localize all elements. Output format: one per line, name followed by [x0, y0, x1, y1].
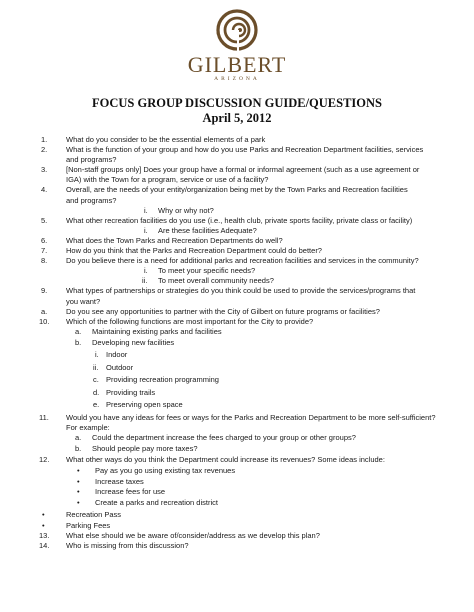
- org-state: ARIZONA: [214, 76, 260, 82]
- list-marker: •: [42, 509, 45, 519]
- list-text: Increase taxes: [95, 476, 144, 486]
- list-item: [0, 145, 474, 155]
- list-marker: 11.: [39, 412, 49, 422]
- list-text: Which of the following functions are most important for the City to provide?: [66, 316, 314, 326]
- list-marker: ii.: [93, 362, 99, 372]
- list-marker: 1.: [41, 135, 48, 144]
- list-item: [0, 455, 474, 466]
- list-text: you want?: [66, 296, 101, 306]
- list-item: [0, 297, 474, 307]
- list-marker: a.: [75, 433, 82, 443]
- list-item: [0, 226, 474, 236]
- list-text: Would you have any ideas for fees or ways for the Parks and Recreation Department to be more self-sufficient?: [66, 412, 436, 422]
- list-item: [0, 388, 474, 401]
- list-text: Indoor: [106, 350, 128, 360]
- list-item: [0, 531, 474, 541]
- list-item: [0, 338, 474, 351]
- list-marker: i.: [144, 225, 148, 235]
- list-marker: a.: [41, 306, 48, 316]
- list-marker: •: [77, 465, 80, 475]
- list-text: Pay as you go using existing tax revenues: [95, 465, 236, 475]
- list-text: What does the Town Parks and Recreation Departments do well?: [66, 235, 283, 245]
- list-marker: 14.: [39, 541, 50, 551]
- list-item: [0, 327, 474, 338]
- list-item: [0, 510, 474, 521]
- list-marker: i.: [144, 205, 148, 215]
- list-text: Should people pay more taxes?: [92, 444, 198, 454]
- list-item: [0, 423, 474, 434]
- list-text: Who is missing from this discussion?: [66, 541, 189, 551]
- list-item: [0, 155, 474, 165]
- list-marker: •: [77, 487, 80, 497]
- list-item: [0, 317, 474, 327]
- document-title: FOCUS GROUP DISCUSSION GUIDE/QUESTIONS: [92, 96, 382, 110]
- list-item: [0, 175, 474, 185]
- list-item: [0, 196, 474, 206]
- list-marker: b.: [75, 337, 82, 347]
- list-text: What other recreation facilities do you use (i.e., health club, private sports facility, private class or facility): [66, 215, 413, 225]
- list-text: How do you think that the Parks and Recreation Department could do better?: [66, 246, 322, 256]
- list-item: [0, 276, 474, 286]
- list-text: Increase fees for use: [95, 487, 166, 497]
- list-marker: b.: [75, 444, 82, 454]
- list-item: [0, 466, 474, 477]
- list-text: Do you see any opportunities to partner with the City of Gilbert on future programs or facilities?: [66, 306, 380, 316]
- list-text: Why or why not?: [158, 205, 214, 215]
- list-text: What is the function of your group and how do you use Parks and Recreation Department facilities, services: [66, 145, 424, 155]
- list-text: To meet your specific needs?: [158, 266, 256, 276]
- list-item: [0, 350, 474, 363]
- list-item: [0, 256, 474, 266]
- list-marker: c.: [93, 375, 99, 385]
- list-text: What types of partnerships or strategies do you think could be used to provide the services/programs that: [66, 286, 416, 296]
- list-item: [0, 444, 474, 455]
- list-marker: 8.: [41, 256, 48, 266]
- list-marker: ii.: [142, 276, 148, 286]
- org-name: GILBERT: [187, 52, 287, 77]
- list-item: [0, 216, 474, 226]
- list-marker: 4.: [41, 185, 48, 195]
- list-marker: 12.: [39, 455, 50, 465]
- list-text: Preserving open space: [106, 400, 183, 410]
- list-text: and programs?: [66, 155, 117, 165]
- list-text: For example:: [66, 422, 110, 432]
- list-marker: •: [77, 498, 80, 508]
- list-item: [0, 185, 474, 195]
- list-marker: 5.: [41, 215, 48, 225]
- list-item: [0, 375, 474, 388]
- list-text: [Non-staff groups only] Does your group have a formal or informal agreement (such as a use agreement or: [66, 165, 420, 175]
- list-item: [0, 307, 474, 317]
- list-text: Create a parks and recreation district: [95, 498, 218, 508]
- list-item: [0, 400, 474, 413]
- list-text: Providing recreation programming: [106, 375, 219, 385]
- list-item: [0, 286, 474, 296]
- list-marker: e.: [93, 400, 100, 410]
- list-marker: 13.: [39, 531, 50, 541]
- question-list: [0, 135, 474, 552]
- list-text: Parking Fees: [66, 520, 111, 530]
- list-item: [0, 135, 474, 145]
- list-item: [0, 165, 474, 175]
- document-date: April 5, 2012: [202, 111, 272, 125]
- list-item: [0, 413, 474, 423]
- list-text: Are these facilities Adequate?: [158, 225, 257, 235]
- list-text: To meet overall community needs?: [158, 276, 274, 286]
- swirl-logo-icon: [197, 8, 277, 52]
- list-text: What else should we be aware of/consider/address as we develop this plan?: [66, 531, 320, 541]
- list-marker: •: [77, 476, 80, 486]
- list-item: [0, 246, 474, 256]
- list-item: [0, 236, 474, 246]
- list-marker: •: [42, 520, 45, 530]
- list-item: [0, 541, 474, 551]
- list-item: [0, 433, 474, 444]
- list-text: and programs?: [66, 195, 117, 205]
- list-marker: i.: [95, 350, 99, 360]
- list-text: Recreation Pass: [66, 509, 122, 519]
- list-marker: 2.: [41, 145, 48, 155]
- list-item: [0, 477, 474, 488]
- list-text: Outdoor: [106, 362, 134, 372]
- list-item: [0, 498, 474, 510]
- list-text: Providing trails: [106, 387, 156, 397]
- list-text: What other ways do you think the Department could increase its revenues? Some ideas include:: [66, 455, 385, 465]
- list-text: Do you believe there is a need for additional parks and recreation facilities and services in the community?: [66, 256, 419, 266]
- list-text: Developing new facilities: [92, 337, 175, 347]
- list-text: What do you consider to be the essential elements of a park: [66, 135, 266, 144]
- list-marker: d.: [93, 387, 100, 397]
- list-marker: 10.: [39, 316, 50, 326]
- list-item: [0, 266, 474, 276]
- list-item: [0, 206, 474, 216]
- list-marker: a.: [75, 326, 82, 336]
- list-marker: 9.: [41, 286, 48, 296]
- list-text: Overall, are the needs of your entity/organization being met by the Town Parks and Recreation facilities: [66, 185, 408, 195]
- list-item: [0, 363, 474, 376]
- list-marker: 3.: [41, 165, 48, 175]
- list-marker: i.: [144, 266, 148, 276]
- list-item: [0, 487, 474, 498]
- list-text: Maintaining existing parks and facilities: [92, 326, 222, 336]
- list-item: [0, 521, 474, 532]
- list-marker: 6.: [41, 235, 48, 245]
- list-text: IGA) with the Town for a program, service or use of a facility?: [66, 175, 269, 185]
- gilbert-logo: [0, 8, 474, 82]
- list-text: Could the department increase the fees charged to your group or other groups?: [92, 433, 356, 443]
- list-marker: 7.: [41, 246, 48, 256]
